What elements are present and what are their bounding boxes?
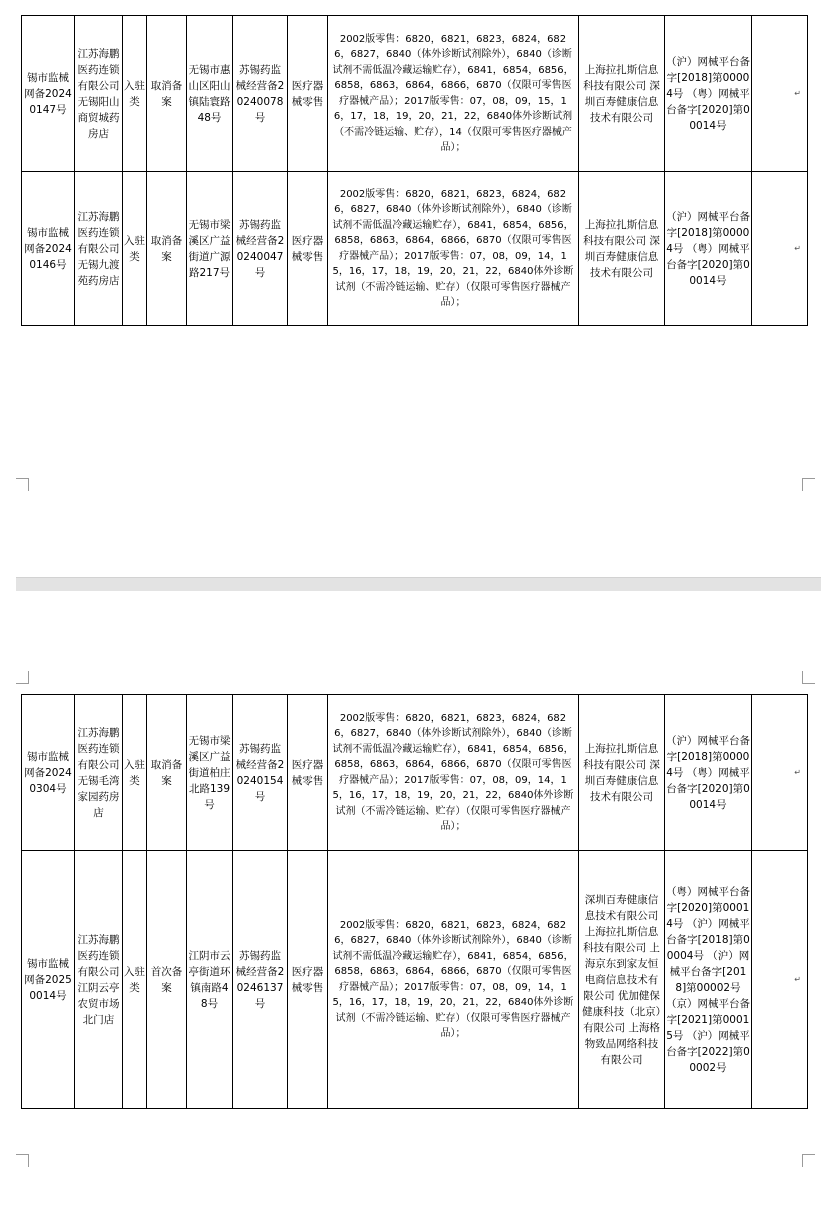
- address-cell: 无锡市梁溪区广益街道柏庄北路139号: [187, 695, 233, 851]
- address-cell: 无锡市惠山区阳山镇陆寰路48号: [187, 16, 233, 172]
- platform-reg-cell: （沪）网械平台备字[2018]第00004号 （粤）网械平台备字[2020]第00014号: [665, 172, 752, 326]
- address-cell: 无锡市梁溪区广益街道广源路217号: [187, 172, 233, 326]
- empty-cell: [752, 16, 808, 172]
- platform-cell: 上海拉扎斯信息科技有限公司 深圳百寿健康信息技术有限公司: [579, 16, 665, 172]
- action-cell: 首次备案: [147, 851, 187, 1109]
- return-mark-icon: ↵: [794, 768, 801, 777]
- empty-cell: [752, 172, 808, 326]
- margin-corner-mark: [16, 671, 29, 684]
- document-page-2: [0, 591, 821, 1215]
- platform-reg-cell: （沪）网械平台备字[2018]第00004号 （粤）网械平台备字[2020]第00014号: [665, 16, 752, 172]
- platform-cell: 深圳百寿健康信息技术有限公司 上海拉扎斯信息科技有限公司 上海京东到家友恒电商信息技术有限公司 优加健保健康科技（北京）有限公司 上海格物致品网络科技有限公司: [579, 851, 665, 1109]
- margin-corner-mark: [802, 1154, 815, 1167]
- scope-cell: 2002版零售：6820，6821，6823，6824，6826，6827，6840（体外诊断试剂除外），6840（诊断试剂不需低温冷藏运输贮存），6841，6854，6856，6858，6863，6864，6866，6870（仅限可零售医疗器械产品）；2017版零售：07，08，09，14，15，16，17，18，19，20，21，22，6840体外诊断试剂（不需冷链运输、贮存）（仅限可零售医疗器械产品）；: [328, 172, 579, 326]
- type-cell: 入驻类: [123, 16, 147, 172]
- action-cell: 取消备案: [147, 172, 187, 326]
- address-cell: 江阴市云亭街道环镇南路48号: [187, 851, 233, 1109]
- company-cell: 江苏海鹏医药连锁有限公司无锡毛湾家园药房店: [75, 695, 123, 851]
- margin-corner-mark: [802, 478, 815, 491]
- platform-cell: 上海拉扎斯信息科技有限公司 深圳百寿健康信息技术有限公司: [579, 172, 665, 326]
- license-cell: 苏锡药监械经营备20240154号: [233, 695, 288, 851]
- table-row: [22, 695, 808, 851]
- company-cell: 江苏海鹏医药连锁有限公司无锡阳山商贸城药房店: [75, 16, 123, 172]
- business-cell: 医疗器械零售: [288, 695, 328, 851]
- empty-cell: [752, 851, 808, 1109]
- margin-corner-mark: [16, 478, 29, 491]
- action-cell: 取消备案: [147, 695, 187, 851]
- return-mark-icon: ↵: [794, 975, 801, 984]
- type-cell: 入驻类: [123, 172, 147, 326]
- registration-table-page-1: [21, 15, 808, 326]
- type-cell: 入驻类: [123, 851, 147, 1109]
- reg-no-cell: 锡市监械网备20240304号: [22, 695, 75, 851]
- table-row: [22, 851, 808, 1109]
- platform-cell: 上海拉扎斯信息科技有限公司 深圳百寿健康信息技术有限公司: [579, 695, 665, 851]
- registration-table-page-2: [21, 694, 808, 1109]
- license-cell: 苏锡药监械经营备20240047号: [233, 172, 288, 326]
- company-cell: 江苏海鹏医药连锁有限公司无锡九渡苑药房店: [75, 172, 123, 326]
- license-cell: 苏锡药监械经营备20240078号: [233, 16, 288, 172]
- table-row: [22, 16, 808, 172]
- type-cell: 入驻类: [123, 695, 147, 851]
- platform-reg-cell: （沪）网械平台备字[2018]第00004号 （粤）网械平台备字[2020]第00014号: [665, 695, 752, 851]
- business-cell: 医疗器械零售: [288, 851, 328, 1109]
- license-cell: 苏锡药监械经营备20246137号: [233, 851, 288, 1109]
- reg-no-cell: 锡市监械网备20240146号: [22, 172, 75, 326]
- scope-cell: 2002版零售：6820，6821，6823，6824，6826，6827，6840（体外诊断试剂除外），6840（诊断试剂不需低温冷藏运输贮存），6841，6854，6856，6858，6863，6864，6866，6870（仅限可零售医疗器械产品）；2017版零售：07，08，09，15，16，17，18，19，20，21，22，6840体外诊断试剂（不需冷链运输、贮存），14（仅限可零售医疗器械产品）；: [328, 16, 579, 172]
- reg-no-cell: 锡市监械网备20250014号: [22, 851, 75, 1109]
- scope-cell: 2002版零售：6820，6821，6823，6824，6826，6827，6840（体外诊断试剂除外），6840（诊断试剂不需低温冷藏运输贮存），6841，6854，6856，6858，6863，6864，6866，6870（仅限可零售医疗器械产品）；2017版零售：07，08，09，14，15，16，17，18，19，20，21，22，6840体外诊断试剂（不需冷链运输、贮存）（仅限可零售医疗器械产品）；: [328, 851, 579, 1109]
- table-row: [22, 172, 808, 326]
- return-mark-icon: ↵: [794, 244, 801, 253]
- business-cell: 医疗器械零售: [288, 16, 328, 172]
- business-cell: 医疗器械零售: [288, 172, 328, 326]
- platform-reg-cell: （粤）网械平台备字[2020]第00014号 （沪）网械平台备字[2018]第00004号 （沪）网械平台备字[2018]第00002号 （京）网械平台备字[2021]第00015号 （沪）网械平台备字[2022]第00002号: [665, 851, 752, 1109]
- reg-no-cell: 锡市监械网备20240147号: [22, 16, 75, 172]
- margin-corner-mark: [802, 671, 815, 684]
- company-cell: 江苏海鹏医药连锁有限公司江阴云亭农贸市场北门店: [75, 851, 123, 1109]
- action-cell: 取消备案: [147, 16, 187, 172]
- margin-corner-mark: [16, 1154, 29, 1167]
- document-page-1: [0, 0, 821, 577]
- scope-cell: 2002版零售：6820，6821，6823，6824，6826，6827，6840（体外诊断试剂除外），6840（诊断试剂不需低温冷藏运输贮存），6841，6854，6856，6858，6863，6864，6866，6870（仅限可零售医疗器械产品）；2017版零售：07，08，09，14，15，16，17，18，19，20，21，22，6840体外诊断试剂（不需冷链运输、贮存）（仅限可零售医疗器械产品）；: [328, 695, 579, 851]
- empty-cell: [752, 695, 808, 851]
- return-mark-icon: ↵: [794, 89, 801, 98]
